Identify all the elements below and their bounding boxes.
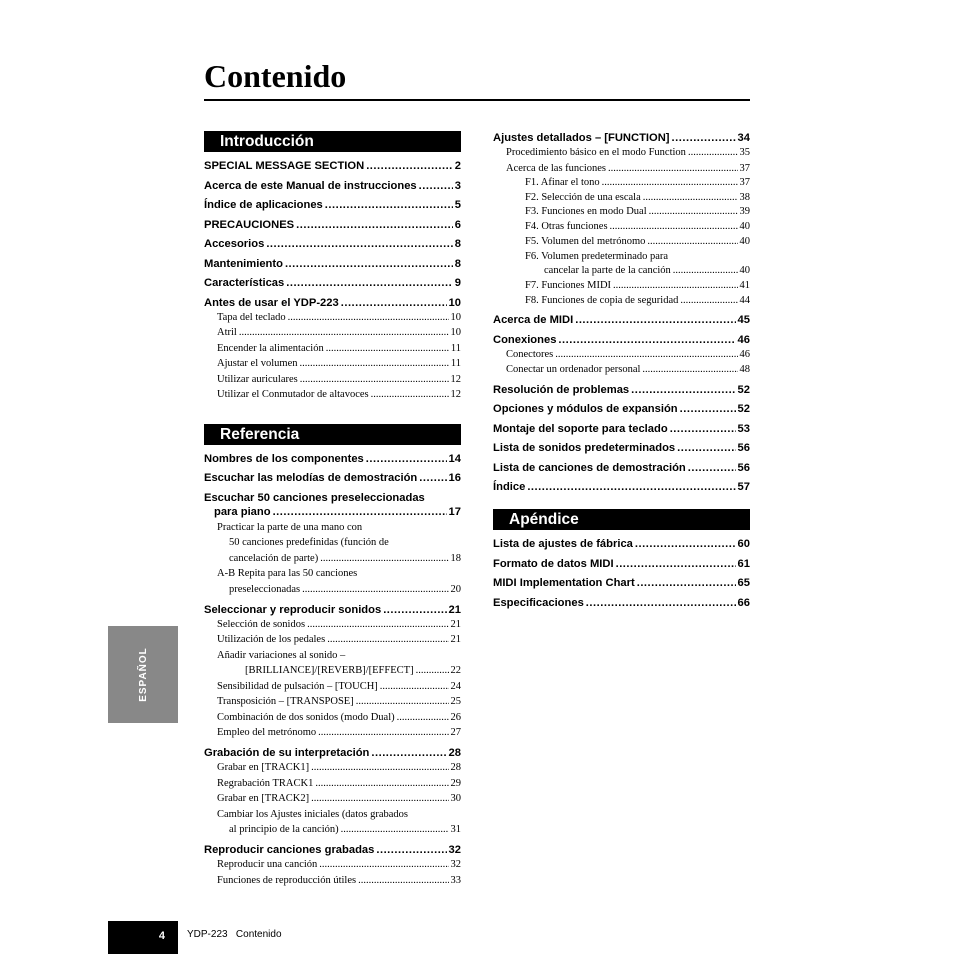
toc-subentry[interactable]: Tapa del teclado ..... 10 [204, 310, 461, 326]
toc-subentry[interactable]: Funciones de reproducción útiles ..... 33 [204, 873, 461, 889]
toc-subentry[interactable]: Procedimiento básico en el modo Function ..... 35 [493, 145, 750, 161]
footer-section: Contenido [235, 929, 282, 940]
section-header-introduccion: Introducción [204, 131, 461, 152]
toc-subsubentry[interactable]: F3. Funciones en modo Dual ..... 39 [493, 205, 750, 220]
toc-entry[interactable]: MIDI Implementation Chart ..... 65 [493, 576, 750, 590]
toc-entry[interactable]: Ajustes detallados – [FUNCTION] ..... 34 [493, 131, 750, 145]
section-header-referencia: Referencia [204, 424, 461, 445]
toc-entry[interactable]: Acerca de MIDI ..... 45 [493, 313, 750, 327]
toc-entry[interactable]: Nombres de los componentes ..... 14 [204, 452, 461, 466]
toc-subentry[interactable]: Regrabación TRACK1 ..... 29 [204, 776, 461, 792]
toc-subentry[interactable]: Encender la alimentación ..... 11 [204, 341, 461, 357]
page-number: 4 [158, 930, 165, 942]
toc-subentry[interactable]: [BRILLIANCE]/[REVERB]/[EFFECT] ..... 22 [204, 663, 461, 679]
toc-subsubentry[interactable]: F8. Funciones de copia de seguridad ..... 44 [493, 294, 750, 309]
toc-subentry[interactable]: Conectores ..... 46 [493, 347, 750, 363]
toc-entry[interactable]: Índice ..... 57 [493, 480, 750, 494]
toc-subsubentry[interactable]: cancelar la parte de la canción ..... 40 [493, 264, 750, 279]
toc-entry[interactable]: Acerca de este Manual de instrucciones ..... 3 [204, 179, 461, 193]
toc-subentry[interactable]: Empleo del metrónomo ..... 27 [204, 725, 461, 741]
page-number-box [108, 921, 178, 954]
toc-entry[interactable]: Mantenimiento ..... 8 [204, 257, 461, 271]
page-title: Contenido [204, 58, 347, 94]
toc-entry[interactable]: Resolución de problemas ..... 52 [493, 383, 750, 397]
toc-subentry[interactable]: Combinación de dos sonidos (modo Dual) ..... 26 [204, 710, 461, 726]
toc-subentry[interactable]: preseleccionadas ..... 20 [204, 582, 461, 598]
toc-subentry-line[interactable]: A-B Repita para las 50 canciones [217, 568, 358, 579]
toc-subentry[interactable]: Selección de sonidos ..... 21 [204, 617, 461, 633]
toc-subentry[interactable]: Reproducir una canción ..... 32 [204, 857, 461, 873]
toc-subentry[interactable]: Utilización de los pedales ..... 21 [204, 632, 461, 648]
toc-subentry-line[interactable]: Añadir variaciones al sonido – [217, 649, 346, 661]
toc-entry[interactable]: Reproducir canciones grabadas ..... 32 [204, 843, 461, 857]
title-rule [204, 99, 750, 101]
toc-subsubentry[interactable]: F7. Funciones MIDI ..... 41 [493, 279, 750, 294]
toc-subentry[interactable]: Utilizar el Conmutador de altavoces ..... 12 [204, 387, 461, 403]
toc-subsubentry[interactable]: F2. Selección de una escala ..... 38 [493, 191, 750, 206]
toc-entry[interactable]: Lista de sonidos predeterminados ..... 56 [493, 441, 750, 455]
toc-subsubentry[interactable]: F4. Otras funciones ..... 40 [493, 220, 750, 235]
toc-entry[interactable]: Lista de ajustes de fábrica ..... 60 [493, 537, 750, 551]
toc-subentry[interactable]: Acerca de las funciones ..... 37 [493, 161, 750, 177]
toc-subentry[interactable]: Grabar en [TRACK1] ..... 28 [204, 760, 461, 776]
toc-entry-line[interactable]: Escuchar 50 canciones preseleccionadas [204, 491, 425, 504]
toc-subentry[interactable]: cancelación de parte) ..... 18 [204, 551, 461, 567]
toc-subentry-line[interactable]: Cambiar los Ajustes iniciales (datos grabados [217, 808, 409, 820]
toc-subsubentry-line[interactable]: F6. Volumen predeterminado para [525, 250, 669, 262]
toc-subentry-line[interactable]: 50 canciones predefinidas (función de [229, 537, 389, 548]
section-header-apendice: Apéndice [493, 509, 750, 530]
toc-subentry[interactable]: al principio de la canción) ..... 31 [204, 822, 461, 838]
toc-entry[interactable]: Formato de datos MIDI ..... 61 [493, 557, 750, 571]
toc-entry[interactable]: Conexiones ..... 46 [493, 333, 750, 347]
toc-subentry[interactable]: Transposición – [TRANSPOSE] ..... 25 [204, 694, 461, 710]
footer-model: YDP-223 [187, 929, 228, 940]
language-label: ESPAÑOL [137, 647, 149, 702]
toc-entry[interactable]: Montaje del soporte para teclado ..... 53 [493, 422, 750, 436]
toc-entry[interactable]: Accesorios ..... 8 [204, 237, 461, 251]
toc-entry[interactable]: Escuchar las melodías de demostración ..... 16 [204, 471, 461, 485]
toc-subentry[interactable]: Utilizar auriculares ..... 12 [204, 372, 461, 388]
toc-subentry[interactable]: Conectar un ordenador personal ..... 48 [493, 362, 750, 378]
toc-entry[interactable]: Características ..... 9 [204, 276, 461, 290]
toc-subsubentry[interactable]: F5. Volumen del metrónomo ..... 40 [493, 235, 750, 250]
toc-subsubentry[interactable]: F1. Afinar el tono ..... 37 [493, 176, 750, 191]
toc-subentry[interactable]: Grabar en [TRACK2] ..... 30 [204, 791, 461, 807]
language-side-tab [108, 626, 178, 723]
toc-entry[interactable]: SPECIAL MESSAGE SECTION ..... 2 [204, 159, 461, 173]
toc-subentry[interactable]: Ajustar el volumen ..... 11 [204, 356, 461, 372]
toc-subentry[interactable]: Atril ..... 10 [204, 325, 461, 341]
toc-entry[interactable]: Especificaciones ..... 66 [493, 596, 750, 610]
toc-subentry-line[interactable]: Practicar la parte de una mano con [217, 521, 363, 533]
toc-entry[interactable]: Índice de aplicaciones ..... 5 [204, 198, 461, 212]
footer [187, 929, 282, 940]
toc-entry[interactable]: PRECAUCIONES ..... 6 [204, 218, 461, 232]
toc-entry[interactable]: Grabación de su interpretación ..... 28 [204, 746, 461, 760]
toc-entry[interactable]: Seleccionar y reproducir sonidos ..... 21 [204, 603, 461, 617]
toc-entry[interactable]: Antes de usar el YDP-223 ..... 10 [204, 296, 461, 310]
toc-entry[interactable]: Lista de canciones de demostración ..... 56 [493, 461, 750, 475]
toc-entry[interactable]: para piano ..... 17 [204, 505, 461, 519]
toc-right-column [493, 131, 750, 615]
toc-left-column [204, 131, 461, 888]
toc-entry[interactable]: Opciones y módulos de expansión ..... 52 [493, 402, 750, 416]
toc-subentry[interactable]: Sensibilidad de pulsación – [TOUCH] ..... 24 [204, 679, 461, 695]
